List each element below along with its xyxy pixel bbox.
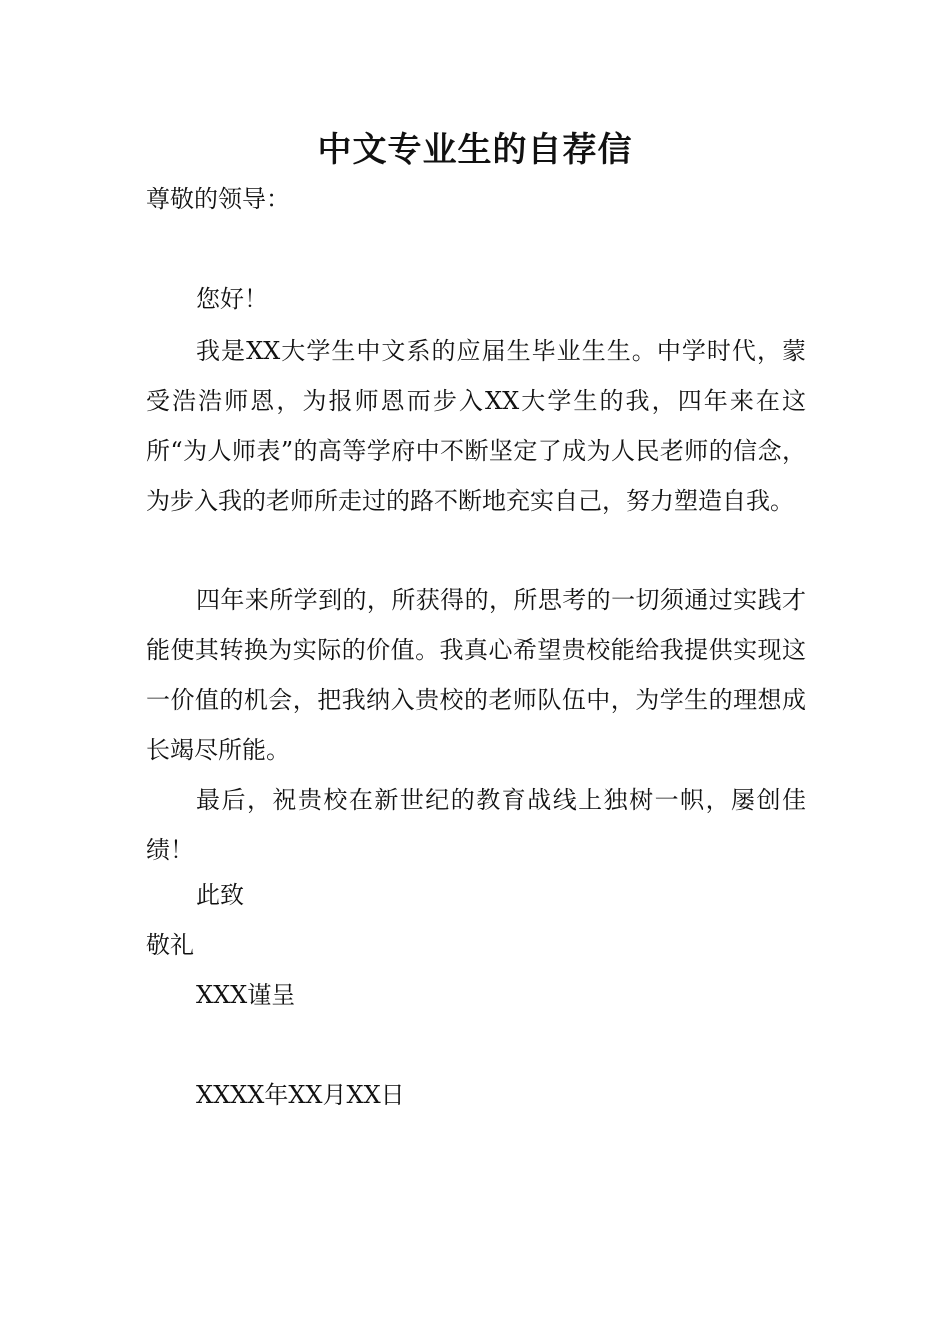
body-paragraph-2: 四年来所学到的，所获得的，所思考的一切须通过实践才能使其转换为实际的价值。我真心希望贵校能给我提供实现这一价值的机会，把我纳入贵校的老师队伍中，为学生的理想成长竭尽所能。: [146, 586, 806, 764]
body-paragraph-1: 我是XX大学生中文系的应届生毕业生生。中学时代，蒙受浩浩师恩，为报师恩而步入XX大学生的我，四年来在这所“为人师表”的高等学府中不断坚定了成为人民老师的信念，为步入我的老师所走过的路不断地充实自己，努力塑造自我。: [146, 337, 806, 515]
salutation: 尊敬的领导：: [146, 185, 290, 213]
closing-cizhi: 此致: [196, 881, 244, 909]
body-paragraph-3: 最后，祝贵校在新世纪的教育战线上独树一帜，屡创佳绩！: [146, 786, 806, 864]
page-title: 中文专业生的自荐信: [317, 130, 633, 170]
letter-date: XXXX年XX月XX日: [196, 1081, 405, 1109]
signature: XXX谨呈: [196, 981, 296, 1009]
greeting-hello: 您好！: [196, 285, 268, 313]
closing-jingli: 敬礼: [146, 931, 194, 959]
